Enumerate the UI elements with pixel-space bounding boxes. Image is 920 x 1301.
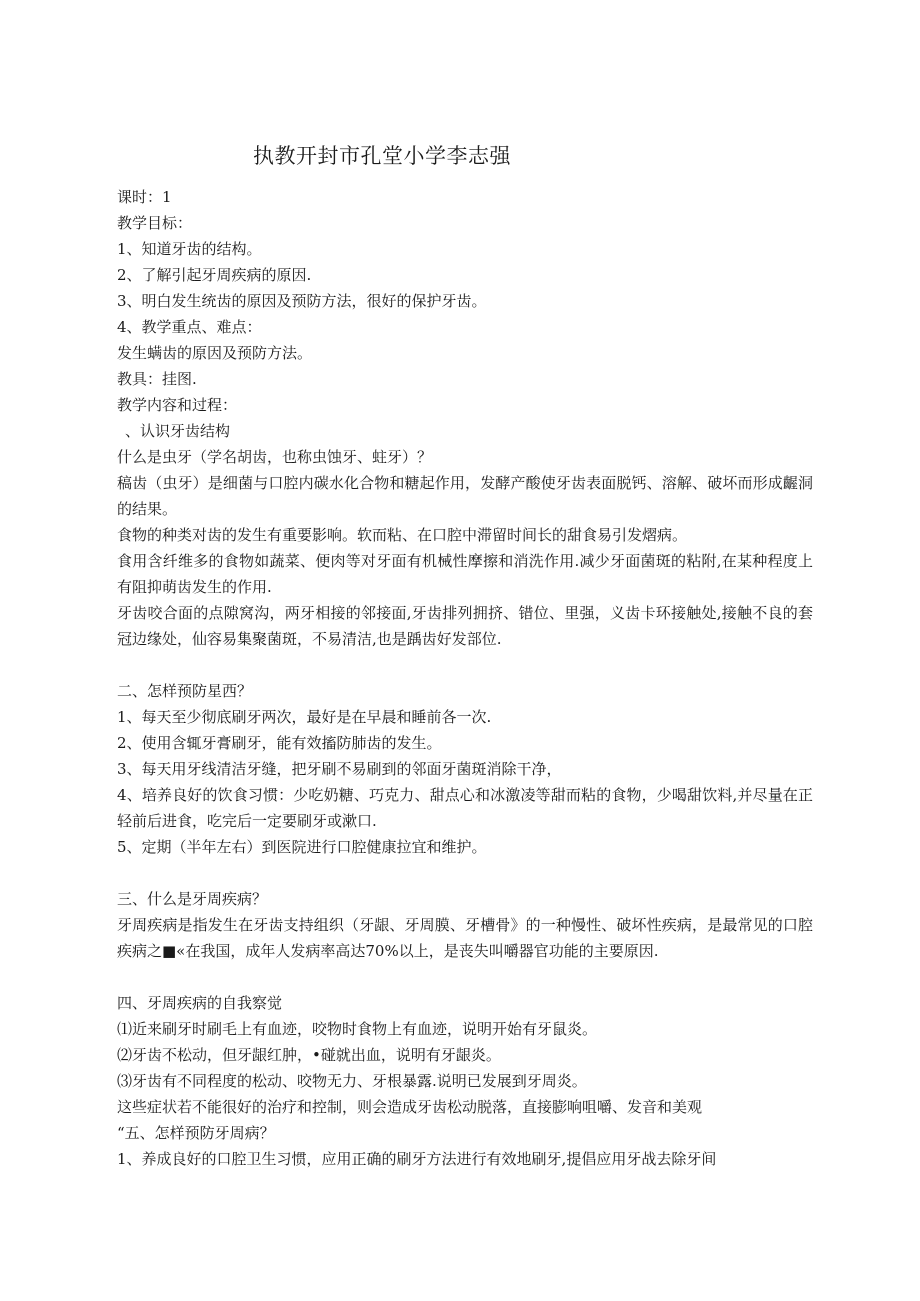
question-what-is-cavity: 什么是虫牙（学名胡齿，也称虫蚀牙、蛀牙）？: [117, 448, 433, 466]
symptom-item-1: ⑴近来刷牙时刷毛上有血迹，咬物时食物上有血迹，说明开始有牙鼠炎。: [117, 1020, 598, 1038]
section-5-heading: “五、怎样预防牙周病？: [117, 1124, 275, 1142]
key-points-text: 发生螨齿的原因及预防方法。: [117, 344, 313, 362]
prevention-item-2: 2、使用含辄牙膏刷牙，能有效搐防肺齿的发生。: [117, 734, 442, 752]
teaching-goals-heading: 教学目标：: [117, 214, 193, 232]
section-4-heading: 四、牙周疾病的自我察觉: [117, 994, 283, 1012]
spacer: [117, 860, 813, 886]
paragraph-periodontal-definition: 牙周疾病是指发生在牙齿支持组织（牙龈、牙周膜、牙槽骨》的一种慢性、破坏性疾病，是最常见的口腔疾病之■«在我国，成年人发病率高达70%以上，是丧失叫嚼器官功能的主要原因.: [117, 916, 813, 960]
periodontal-prevention-item-1: 1、养成良好的口腔卫生习惯，应用正确的刷牙方法进行有效地刷牙,提倡应用牙战去除牙间: [117, 1150, 717, 1168]
goal-item-3: 3、明白发生统齿的原因及预防方法，很好的保护牙齿。: [117, 292, 487, 310]
paragraph-susceptible-sites: 牙齿咬合面的点隙窝沟，两牙相接的邻接面,牙齿排列拥挤、错位、里强，义齿卡环接触处,接触不良的套冠边缘处，仙容易集聚菌斑，不易清洁,也是踽齿好发部位.: [117, 604, 813, 648]
spacer: [117, 964, 813, 990]
goal-item-4: 4、教学重点、难点：: [117, 318, 262, 336]
document-body: [117, 184, 813, 1172]
content-process-heading: 教学内容和过程：: [117, 396, 238, 414]
prevention-item-1: 1、每天至少彻底刷牙两次，最好是在早晨和睡前各一次.: [117, 708, 492, 726]
section-3-heading: 三、什么是牙周疾病？: [117, 890, 268, 908]
paragraph-food-influence: 食物的种类对齿的发生有重要影响。软而粘、在口腔中滞留时间长的甜食易引发熠病。: [117, 526, 688, 544]
symptom-item-3: ⑶牙齿有不同程度的松动、咬物无力、牙根暴露.说明已发展到牙周炎。: [117, 1072, 587, 1090]
goal-item-2: 2、了解引起牙周疾病的原因.: [117, 266, 312, 284]
paragraph-caries-definition: 稿齿（虫牙）是细菌与口腔内碳水化合物和糖起作用，发酵产酸使牙齿表面脱钙、溶解、破坏而形成齷洞的结果。: [117, 474, 813, 518]
paragraph-fiber-food: 食用含纤维多的食物如蔬菜、便肉等对牙面有机械性摩擦和消洗作用.减少牙面菌斑的粘附,在某种程度上有阻抑萌齿发生的作用.: [117, 552, 813, 596]
symptom-consequence: 这些症状若不能很好的治疗和控制，则会造成牙齿松动脱落，直接膨响咀嚼、发音和美观: [117, 1098, 703, 1116]
prevention-item-3: 3、每天用牙线清洁牙缝，把牙刷不易刷到的邻面牙菌斑消除干净，: [117, 760, 562, 778]
goal-item-1: 1、知道牙齿的结构。: [117, 240, 262, 258]
lesson-hours: 课时：1: [117, 188, 172, 206]
document-title: 执教开封市孔堂小学李志强: [253, 144, 511, 168]
section-2-heading: 二、怎样预防星西？: [117, 682, 253, 700]
symptom-item-2: ⑵牙齿不松动，但牙龈红肿，•碰就出血，说明有牙龈炎。: [117, 1046, 501, 1064]
prevention-item-4: 4、培养良好的饮食习惯：少吃奶糖、巧克力、甜点心和冰激凌等甜而粘的食物，少喝甜饮料,并尽量在正轻前后进食，吃完后一定要刷牙或漱口.: [117, 786, 813, 830]
spacer: [117, 652, 813, 678]
teaching-aids: 教具：挂图.: [117, 370, 197, 388]
section-1-heading: 、认识牙齿结构: [125, 422, 231, 440]
prevention-item-5: 5、定期（半年左右）到医院进行口腔健康拉宜和维护。: [117, 838, 487, 856]
